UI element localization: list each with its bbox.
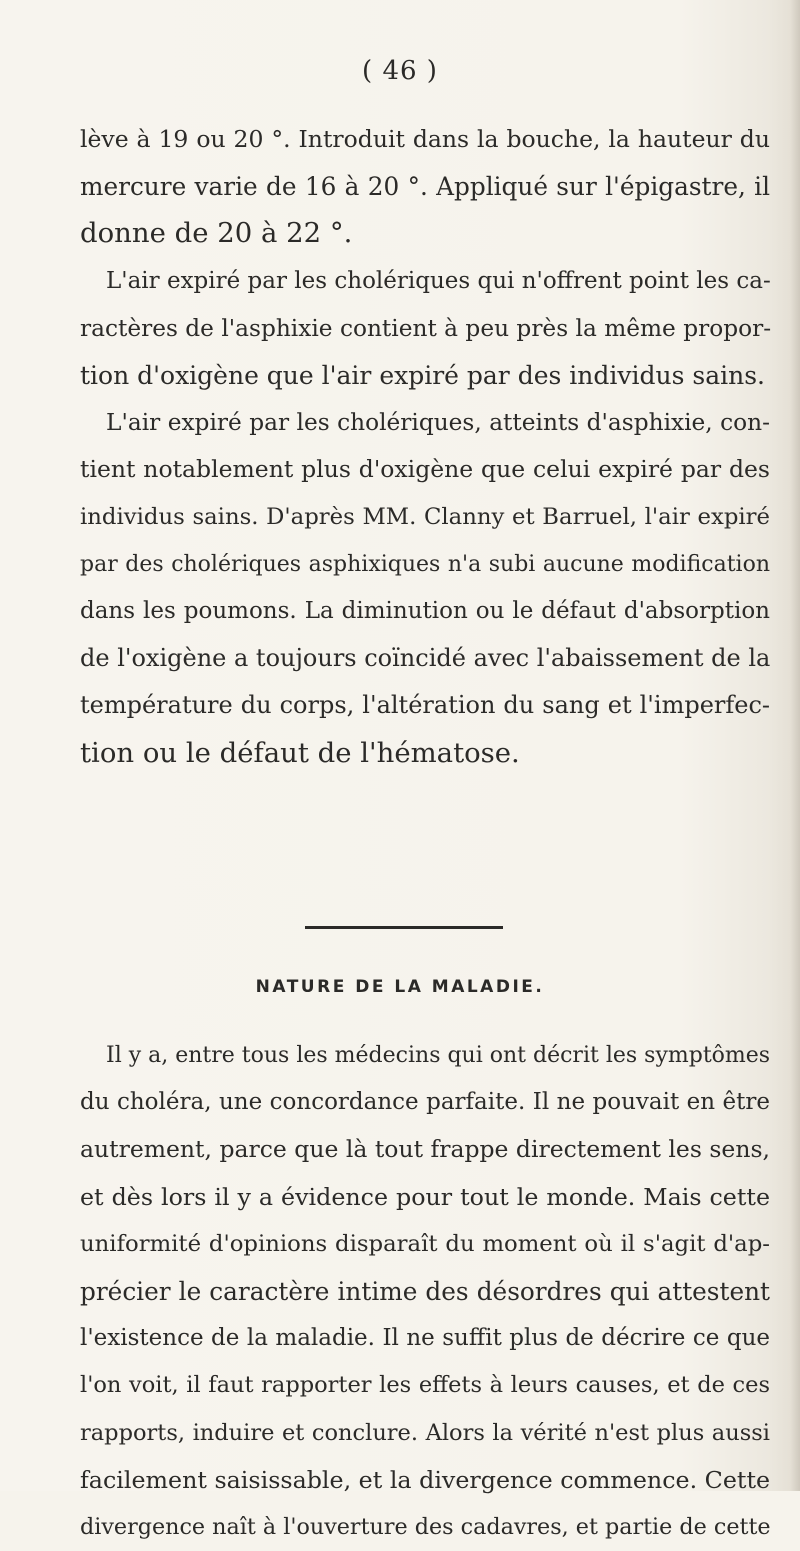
text-line: L'air expiré par les cholériques, atteints d'asphixie, con- [106,409,770,437]
text-line: uniformité d'opinions disparaît du moment où il s'agit d'ap- [80,1230,770,1257]
text-line: tient notablement plus d'oxigène que celui expiré par des [80,455,770,484]
text-line: de l'oxigène a toujours coïncidé avec l'abaissement de la [80,644,771,673]
text-line: lève à 19 ou 20 °. Introduit dans la bouche, la hauteur du [80,125,770,153]
text-line: individus sains. D'après MM. Clanny et Barruel, l'air expiré [80,503,770,530]
text-line: mercure varie de 16 à 20 °. Appliqué sur l'épigastre, il [80,172,770,202]
paragraph-section [80,1032,770,1551]
text-line: divergence naît à l'ouverture des cadavres, et partie de cette [80,1514,771,1541]
text-line: du choléra, une concordance parfaite. Il ne pouvait en être [80,1089,770,1116]
paragraph-continuation [80,116,770,777]
section-divider-rule [305,926,503,929]
text-line: tion ou le défaut de l'hématose. [80,736,520,769]
text-line: Il y a, entre tous les médecins qui ont décrit les symptômes [106,1043,771,1068]
text-line: ractères de l'asphixie contient à peu près la même propor- [80,314,772,342]
text-line: température du corps, l'altération du sang et l'imperfec- [80,691,770,720]
page-edge-shadow [790,0,800,1491]
text-line: par des cholériques asphixiques n'a subi aucune modification [80,551,770,577]
text-line: précier le caractère intime des désordres qui attestent [80,1277,770,1307]
text-line: rapports, induire et conclure. Alors la vérité n'est plus aussi [80,1419,770,1446]
text-line: tion d'oxigène que l'air expiré par des individus sains. [80,361,765,391]
text-line: et dès lors il y a évidence pour tout le monde. Mais cette [80,1182,770,1211]
text-line: donne de 20 à 22 °. [80,217,353,250]
section-heading: NATURE DE LA MALADIE. [255,977,545,997]
text-line: facilement saisissable, et la divergence commence. Cette [80,1465,771,1494]
text-line: dans les poumons. La diminution ou le défaut d'absorption [80,598,770,625]
text-line: autrement, parce que là tout frappe directement les sens, [80,1135,770,1164]
text-line: L'air expiré par les cholériques qui n'offrent point les ca- [106,267,771,294]
text-line: l'existence de la maladie. Il ne suffit plus de décrire ce que [80,1325,770,1352]
text-line: l'on voit, il faut rapporter les effets à leurs causes, et de ces [80,1372,770,1399]
page-number: ( 46 ) [362,56,438,86]
